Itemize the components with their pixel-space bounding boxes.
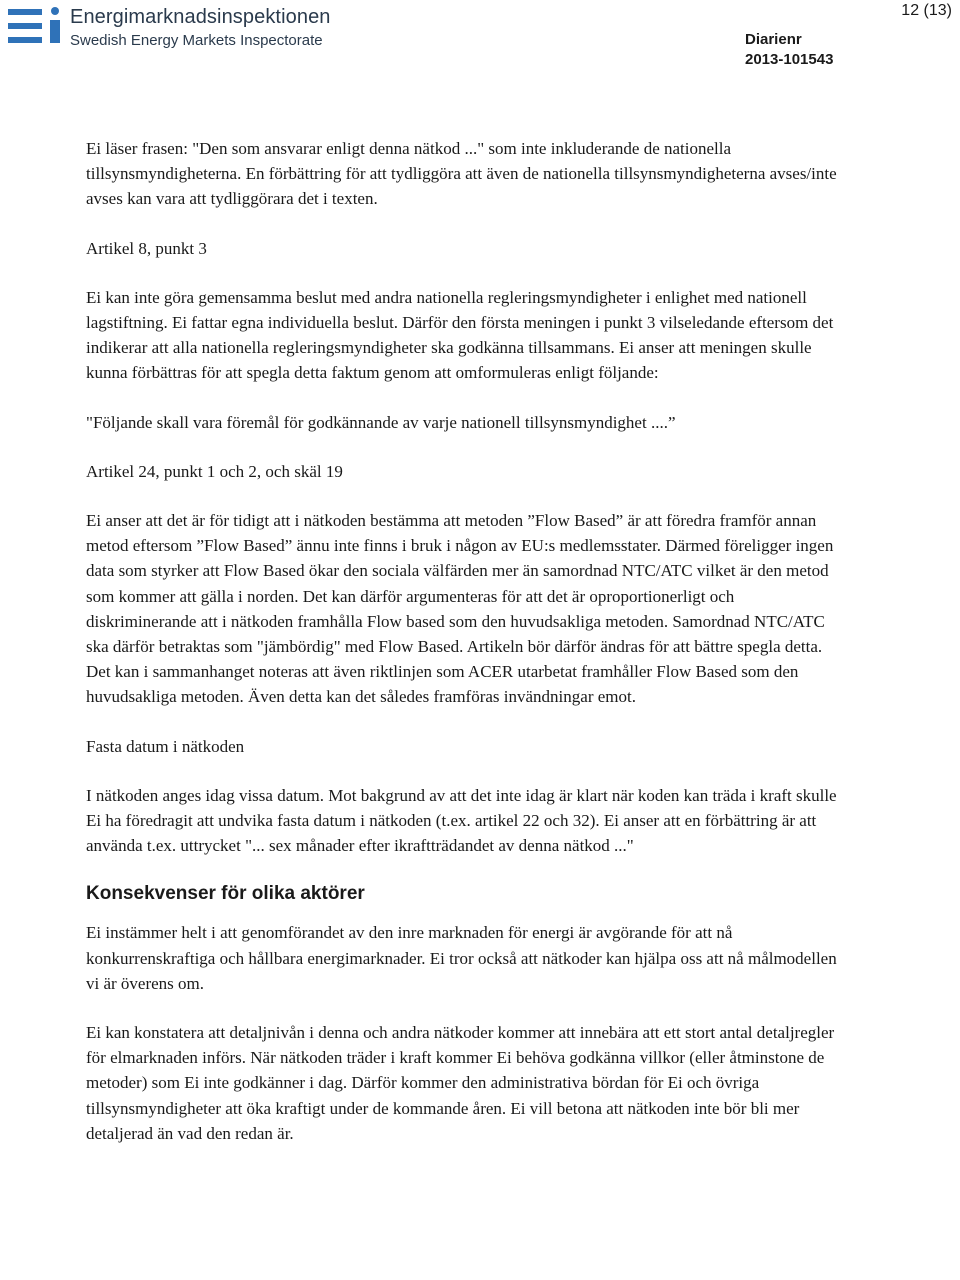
paragraph-natkod-phrase: Ei läser frasen: "Den som ansvarar enligt denna nätkod ..." som inte inkluderande de nationella tillsynsmyndigheterna. En förbättring för att tydliggöra att även de nationella tillsynsmyndigheterna avses/inte avses kan vara att tydliggörara det i texten. [86, 139, 837, 209]
page-header [0, 0, 960, 80]
section-heading-konsekvenser: Konsekvenser för olika aktörer [86, 883, 365, 905]
heading-artikel-8: Artikel 8, punkt 3 [86, 238, 207, 258]
heading-fasta-datum: Fasta datum i nätkoden [86, 736, 245, 756]
diarienr-label: Diarienr [745, 31, 802, 48]
diarienr-block [745, 30, 833, 70]
page-number: 12 (13) [901, 2, 952, 19]
org-name-swedish: Energimarknadsinspektionen [70, 6, 331, 28]
heading-artikel-24: Artikel 24, punkt 1 och 2, och skäl 19 [86, 461, 343, 481]
document-body [86, 136, 846, 1170]
paragraph-fasta-datum: I nätkoden anges idag vissa datum. Mot bakgrund av att det inte idag är klart när koden kan träda i kraft skulle Ei ha föredragit att undvika fasta datum i nätkoden (t.ex. artikel 22 och 32). Ei anser att en förbättring är att använda t.ex. uttrycket "... sex månader efter ikraftträdandet av denna nätkod ..." [86, 785, 837, 856]
paragraph-gemensamma-beslut: Ei kan inte göra gemensamma beslut med andra nationella regleringsmyndigheter i enlighet med nationell lagstiftning. Ei fattar egna individuella beslut. Därför den första meningen i punkt 3 vilseledande eftersom det indikerar att alla nationella regleringsmyndigheter ska godkänna tillsammans. Ei anser att meningen skulle kunna förbättras för att spegla detta faktum genom att omformuleras enligt följande: [86, 287, 834, 383]
paragraph-detaljniva: Ei kan konstatera att detaljnivån i denna och andra nätkoder kommer att innebära att ett stort antal detaljregler för elmarknaden införs. När nätkoden träder i kraft kommer Ei behöva godkänna villkor (eller åtminstone de metoder) som Ei inte godkänner i dag. Därför kommer den administrativa bördan för Ei och övriga tillsynsmyndigheter att öka kraftigt under de kommande åren. Ei vill betona att nätkoden inte bör bli mer detaljerad än vad den redan är. [86, 1023, 835, 1143]
diarienr-value: 2013-101543 [745, 51, 834, 68]
ei-logo-icon [6, 4, 64, 50]
paragraph-inre-marknaden: Ei instämmer helt i att genomförandet av den inre marknaden för energi är avgörande för att nå konkurrenskraftiga och hållbara energimarknader. Ei tror också att nätkoder kan hjälpa oss att nå målmodellen vi är överens om. [86, 923, 837, 993]
paragraph-flow-based: Ei anser att det är för tidigt att i nätkoden bestämma att metoden ”Flow Based” är att föredra framför annan metod eftersom ”Flow Based” ännu inte finns i bruk i någon av EU:s medlemsstater. Därmed föreligger ingen data som styrker att Flow Based ökar den sociala välfärden mer än samordnad NTC/ATC vilket är den metod som kommer att gälla i norden. Det kan därför argumenteras för att det är oproportionerligt och diskriminerande att i nätkoden framhålla Flow based som den huvudsakliga metoden. Samordnad NTC/ATC ska därför betraktas som "jämbördig" med Flow Based. Artikeln bör därför ändras för att bättre spegla detta. Det kan i sammanhanget noteras att även riktlinjen som ACER utarbetat framhåller Flow Based som den huvudsakliga metoden. Även detta kan det således framföras invändningar emot. [86, 511, 834, 707]
paragraph-quote-proposal: "Följande skall vara föremål för godkännande av varje nationell tillsynsmyndighet ....” [86, 412, 676, 432]
org-name-english: Swedish Energy Markets Inspectorate [70, 32, 323, 49]
